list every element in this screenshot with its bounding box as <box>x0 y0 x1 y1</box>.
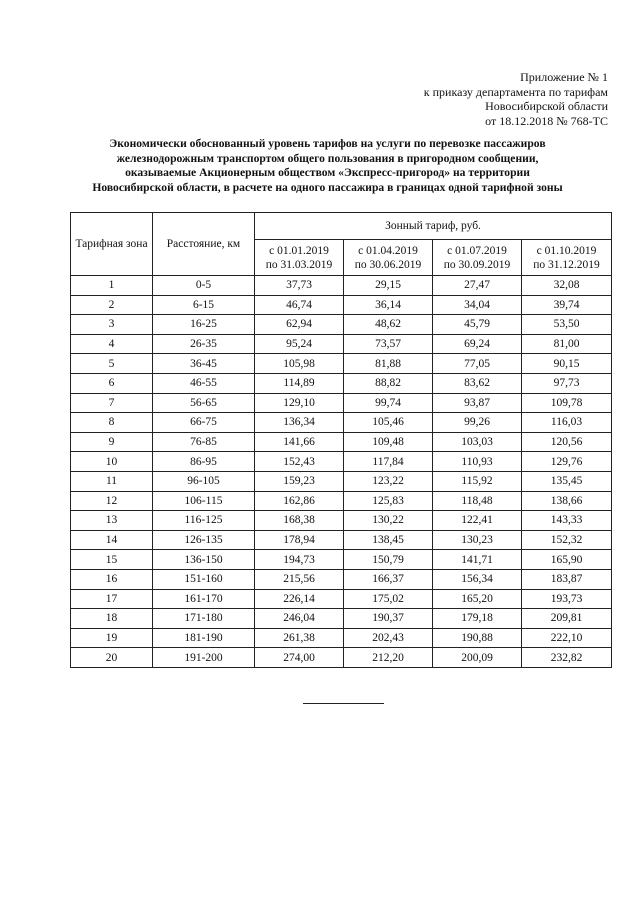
tariff-cell: 73,57 <box>344 334 433 354</box>
distance-cell: 6-15 <box>153 295 255 315</box>
title-line: Новосибирской области, в расчете на одного пассажира в границах одной тарифной зоны <box>92 180 563 194</box>
tariff-cell: 162,86 <box>255 491 344 511</box>
tariff-cell: 109,48 <box>344 432 433 452</box>
tariff-cell: 81,88 <box>344 354 433 374</box>
document-title <box>60 137 595 195</box>
tariff-cell: 193,73 <box>522 589 612 609</box>
table-row <box>71 354 612 374</box>
tariff-cell: 168,38 <box>255 511 344 531</box>
tariff-cell: 115,92 <box>433 471 522 491</box>
tariff-cell: 130,22 <box>344 511 433 531</box>
tariff-cell: 190,37 <box>344 609 433 629</box>
tariff-cell: 274,00 <box>255 648 344 668</box>
tariff-cell: 81,00 <box>522 334 612 354</box>
tariff-cell: 110,93 <box>433 452 522 472</box>
table-row <box>71 550 612 570</box>
tariff-table <box>70 212 612 668</box>
tariff-cell: 222,10 <box>522 628 612 648</box>
distance-cell: 181-190 <box>153 628 255 648</box>
tariff-cell: 53,50 <box>522 315 612 335</box>
header-period: с 01.01.2019 по 31.03.2019 <box>255 240 344 276</box>
tariff-cell: 141,66 <box>255 432 344 452</box>
tariff-cell: 135,45 <box>522 471 612 491</box>
distance-cell: 0-5 <box>153 276 255 296</box>
tariff-cell: 45,79 <box>433 315 522 335</box>
zone-cell: 15 <box>71 550 153 570</box>
zone-cell: 10 <box>71 452 153 472</box>
distance-cell: 96-105 <box>153 471 255 491</box>
table-row <box>71 334 612 354</box>
tariff-cell: 165,90 <box>522 550 612 570</box>
tariff-cell: 109,78 <box>522 393 612 413</box>
tariff-cell: 200,09 <box>433 648 522 668</box>
distance-cell: 16-25 <box>153 315 255 335</box>
zone-cell: 12 <box>71 491 153 511</box>
distance-cell: 151-160 <box>153 569 255 589</box>
tariff-cell: 46,74 <box>255 295 344 315</box>
tariff-cell: 138,66 <box>522 491 612 511</box>
tariff-cell: 152,43 <box>255 452 344 472</box>
zone-cell: 2 <box>71 295 153 315</box>
appendix-number: Приложение № 1 <box>520 70 608 84</box>
title-line: Экономически обоснованный уровень тарифов на услуги по перевозке пассажиров <box>109 137 546 150</box>
header-tariff-group: Зонный тариф, руб. <box>255 213 612 240</box>
distance-cell: 136-150 <box>153 550 255 570</box>
zone-cell: 7 <box>71 393 153 413</box>
table-row <box>71 373 612 393</box>
appendix-region: Новосибирской области <box>485 99 608 113</box>
zone-cell: 14 <box>71 530 153 550</box>
tariff-cell: 32,08 <box>522 276 612 296</box>
tariff-cell: 83,62 <box>433 373 522 393</box>
table-row <box>71 628 612 648</box>
tariff-cell: 212,20 <box>344 648 433 668</box>
zone-cell: 9 <box>71 432 153 452</box>
tariff-cell: 129,76 <box>522 452 612 472</box>
tariff-cell: 29,15 <box>344 276 433 296</box>
tariff-cell: 105,46 <box>344 413 433 433</box>
appendix-order-date: от 18.12.2018 № 768-ТС <box>485 113 608 128</box>
zone-cell: 1 <box>71 276 153 296</box>
table-row <box>71 432 612 452</box>
tariff-cell: 90,15 <box>522 354 612 374</box>
tariff-cell: 36,14 <box>344 295 433 315</box>
zone-cell: 17 <box>71 589 153 609</box>
table-row <box>71 276 612 296</box>
header-period: с 01.07.2019 по 30.09.2019 <box>433 240 522 276</box>
zone-cell: 3 <box>71 315 153 335</box>
table-row <box>71 569 612 589</box>
tariff-cell: 175,02 <box>344 589 433 609</box>
tariff-cell: 117,84 <box>344 452 433 472</box>
tariff-cell: 125,83 <box>344 491 433 511</box>
table-row <box>71 295 612 315</box>
tariff-cell: 141,71 <box>433 550 522 570</box>
table-row <box>71 413 612 433</box>
tariff-cell: 27,47 <box>433 276 522 296</box>
tariff-cell: 37,73 <box>255 276 344 296</box>
tariff-cell: 99,74 <box>344 393 433 413</box>
tariff-cell: 194,73 <box>255 550 344 570</box>
tariff-cell: 215,56 <box>255 569 344 589</box>
tariff-cell: 152,32 <box>522 530 612 550</box>
distance-cell: 86-95 <box>153 452 255 472</box>
tariff-cell: 105,98 <box>255 354 344 374</box>
table-row <box>71 511 612 531</box>
tariff-cell: 122,41 <box>433 511 522 531</box>
distance-cell: 106-115 <box>153 491 255 511</box>
tariff-cell: 129,10 <box>255 393 344 413</box>
tariff-cell: 93,87 <box>433 393 522 413</box>
zone-cell: 6 <box>71 373 153 393</box>
tariff-cell: 179,18 <box>433 609 522 629</box>
table-row <box>71 609 612 629</box>
tariff-cell: 88,82 <box>344 373 433 393</box>
header-period: с 01.10.2019 по 31.12.2019 <box>522 240 612 276</box>
tariff-cell: 77,05 <box>433 354 522 374</box>
tariff-cell: 123,22 <box>344 471 433 491</box>
zone-cell: 8 <box>71 413 153 433</box>
tariff-cell: 95,24 <box>255 334 344 354</box>
tariff-cell: 156,34 <box>433 569 522 589</box>
tariff-cell: 136,34 <box>255 413 344 433</box>
tariff-cell: 178,94 <box>255 530 344 550</box>
appendix-header <box>424 70 608 128</box>
tariff-cell: 190,88 <box>433 628 522 648</box>
distance-cell: 116-125 <box>153 511 255 531</box>
table-row <box>71 471 612 491</box>
distance-cell: 46-55 <box>153 373 255 393</box>
header-period: с 01.04.2019 по 30.06.2019 <box>344 240 433 276</box>
table-row <box>71 648 612 668</box>
zone-cell: 19 <box>71 628 153 648</box>
header-zone: Тарифная зона <box>71 213 153 276</box>
table-row <box>71 589 612 609</box>
tariff-cell: 48,62 <box>344 315 433 335</box>
tariff-cell: 69,24 <box>433 334 522 354</box>
distance-cell: 56-65 <box>153 393 255 413</box>
distance-cell: 126-135 <box>153 530 255 550</box>
appendix-order-ref: к приказу департамента по тарифам <box>423 84 608 99</box>
distance-cell: 76-85 <box>153 432 255 452</box>
end-divider <box>303 703 384 704</box>
tariff-cell: 150,79 <box>344 550 433 570</box>
tariff-cell: 226,14 <box>255 589 344 609</box>
tariff-cell: 103,03 <box>433 432 522 452</box>
tariff-cell: 202,43 <box>344 628 433 648</box>
title-line: оказываемые Акционерным обществом «Экспресс-пригород» на территории <box>125 166 530 179</box>
tariff-table-body <box>71 276 612 668</box>
tariff-cell: 143,33 <box>522 511 612 531</box>
tariff-cell: 116,03 <box>522 413 612 433</box>
tariff-cell: 209,81 <box>522 609 612 629</box>
tariff-cell: 166,37 <box>344 569 433 589</box>
table-row <box>71 393 612 413</box>
tariff-cell: 183,87 <box>522 569 612 589</box>
zone-cell: 13 <box>71 511 153 531</box>
table-row <box>71 530 612 550</box>
zone-cell: 20 <box>71 648 153 668</box>
tariff-cell: 159,23 <box>255 471 344 491</box>
zone-cell: 4 <box>71 334 153 354</box>
distance-cell: 171-180 <box>153 609 255 629</box>
tariff-cell: 246,04 <box>255 609 344 629</box>
tariff-cell: 39,74 <box>522 295 612 315</box>
header-distance: Расстояние, км <box>153 213 255 276</box>
zone-cell: 11 <box>71 471 153 491</box>
tariff-cell: 165,20 <box>433 589 522 609</box>
table-row <box>71 491 612 511</box>
zone-cell: 5 <box>71 354 153 374</box>
tariff-cell: 261,38 <box>255 628 344 648</box>
title-line: железнодорожным транспортом общего пользования в пригородном сообщении, <box>116 151 539 165</box>
distance-cell: 36-45 <box>153 354 255 374</box>
tariff-cell: 232,82 <box>522 648 612 668</box>
distance-cell: 191-200 <box>153 648 255 668</box>
zone-cell: 18 <box>71 609 153 629</box>
distance-cell: 66-75 <box>153 413 255 433</box>
tariff-cell: 138,45 <box>344 530 433 550</box>
tariff-cell: 99,26 <box>433 413 522 433</box>
tariff-cell: 97,73 <box>522 373 612 393</box>
table-row <box>71 315 612 335</box>
distance-cell: 161-170 <box>153 589 255 609</box>
distance-cell: 26-35 <box>153 334 255 354</box>
tariff-cell: 118,48 <box>433 491 522 511</box>
tariff-cell: 130,23 <box>433 530 522 550</box>
table-row <box>71 452 612 472</box>
zone-cell: 16 <box>71 569 153 589</box>
tariff-cell: 120,56 <box>522 432 612 452</box>
tariff-cell: 34,04 <box>433 295 522 315</box>
tariff-cell: 62,94 <box>255 315 344 335</box>
tariff-cell: 114,89 <box>255 373 344 393</box>
